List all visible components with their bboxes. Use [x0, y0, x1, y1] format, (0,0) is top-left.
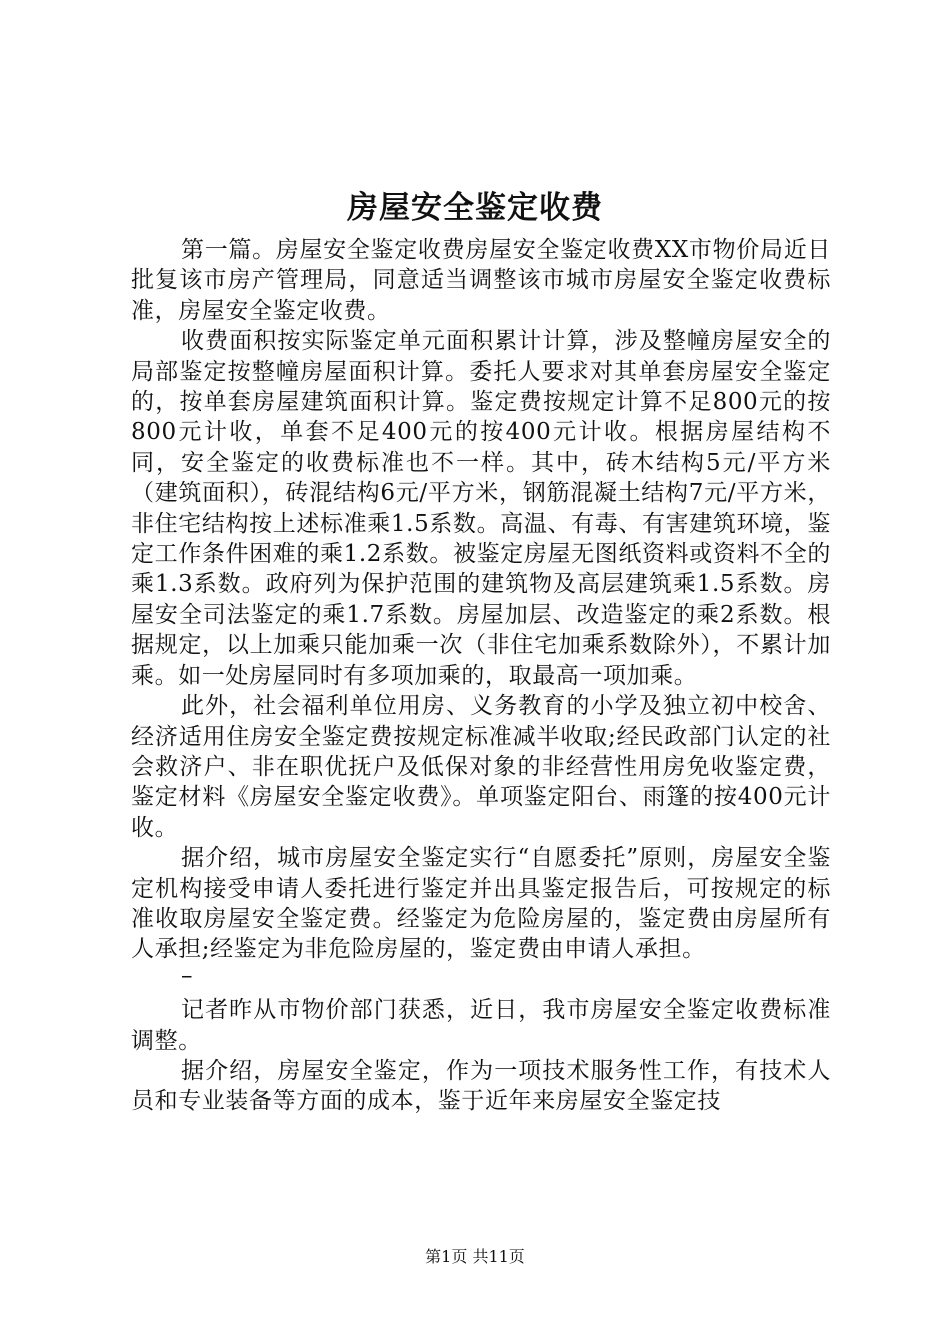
document-title: 房屋安全鉴定收费: [347, 190, 603, 226]
paragraph: 收费面积按实际鉴定单元面积累计计算，涉及整幢房屋安全的局部鉴定按整幢房屋面积计算。委托人要求对其单套房屋安全鉴定的，按单套房屋建筑面积计算。鉴定费按规定计算不足800元的按800元计收，单套不足400元的按400元计收。根据房屋结构不同，安全鉴定的收费标准也不一样。其中，砖木结构5元/平方米（建筑面积），砖混结构6元/平方米，钢筋混凝土结构7元/平方米，非住宅结构按上述标准乘1.5系数。高温、有毒、有害建筑环境，鉴定工作条件困难的乘1.2系数。被鉴定房屋无图纸资料或资料不全的乘1.3系数。政府列为保护范围的建筑物及高层建筑乘1.5系数。房屋安全司法鉴定的乘1.7系数。房屋加层、改造鉴定的乘2系数。根据规定，以上加乘只能加乘一次（非住宅加乘系数除外），不累计加乘。如一处房屋同时有多项加乘的，取最高一项加乘。: [131, 328, 831, 689]
paragraph: 第一篇。房屋安全鉴定收费房屋安全鉴定收费XX市物价局近日批复该市房产管理局，同意适当调整该市城市房屋安全鉴定收费标准，房屋安全鉴定收费。: [131, 237, 831, 324]
paragraph: 记者昨从市物价部门获悉，近日，我市房屋安全鉴定收费标准调整。: [131, 997, 831, 1054]
document-body: [131, 235, 831, 1117]
paragraph: 据介绍，城市房屋安全鉴定实行“自愿委托”原则，房屋安全鉴定机构接受申请人委托进行鉴定并出具鉴定报告后，可按规定的标准收取房屋安全鉴定费。经鉴定为危险房屋的，鉴定费由房屋所有人承担;经鉴定为非危险房屋的，鉴定费由申请人承担。: [131, 845, 831, 963]
separator-mark: –: [181, 962, 194, 989]
page-footer: 第1页 共11页: [425, 1247, 525, 1266]
paragraph: 此外，社会福利单位用房、义务教育的小学及独立初中校舍、经济适用住房安全鉴定费按规定标准减半收取;经民政部门认定的社会救济户、非在职优抚户及低保对象的非经营性用房免收鉴定费，鉴定材料《房屋安全鉴定收费》。单项鉴定阳台、雨篷的按400元计收。: [131, 693, 831, 841]
paragraph: 据介绍，房屋安全鉴定，作为一项技术服务性工作，有技术人员和专业装备等方面的成本，鉴于近年来房屋安全鉴定技: [131, 1057, 831, 1115]
